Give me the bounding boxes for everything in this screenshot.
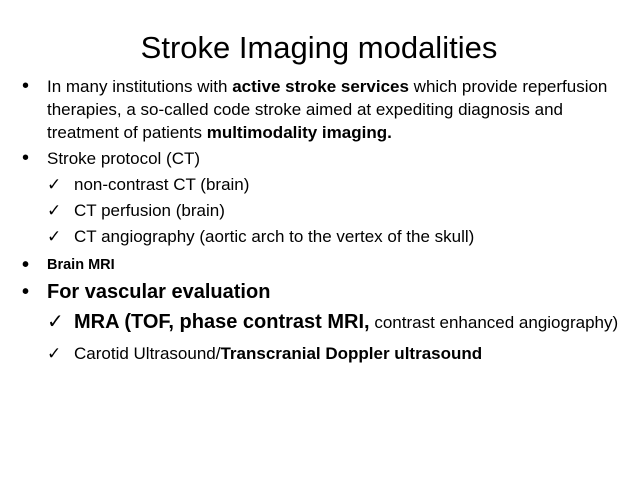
check-text: contrast enhanced angiography) — [369, 313, 619, 332]
check-item-noncontrast-ct — [20, 173, 620, 196]
bullet-text-bold: active stroke services — [232, 77, 409, 96]
bullet-text: For vascular evaluation — [47, 281, 271, 303]
slide-content — [20, 75, 620, 365]
check-item-ct-perfusion — [20, 199, 620, 222]
check-text-bold: MRA (TOF, phase contrast MRI, — [74, 311, 370, 333]
check-item-ct-angiography — [20, 225, 620, 248]
bullet-icon: • — [22, 75, 30, 97]
checkmark-icon: ✓ — [47, 175, 62, 194]
bullet-item-brain-mri — [20, 254, 620, 276]
check-item-carotid-ultrasound — [20, 342, 620, 365]
check-text-bold: Transcranial Doppler ultrasound — [220, 344, 483, 363]
check-text: non-contrast CT (brain) — [74, 175, 250, 194]
check-text: CT perfusion (brain) — [74, 201, 225, 220]
bullet-text: Brain MRI — [47, 257, 115, 273]
check-text: CT angiography (aortic arch to the vertex of the skull) — [74, 227, 475, 246]
checkmark-icon: ✓ — [47, 227, 62, 246]
checkmark-icon: ✓ — [47, 201, 62, 220]
bullet-text: In many institutions with — [47, 77, 233, 96]
bullet-text: which provide reperfusion therapies, a so-called code stroke aimed at expediting diagnosis and treatment of patients — [47, 77, 608, 142]
check-text: Carotid Ultrasound/ — [74, 344, 221, 363]
checkmark-icon: ✓ — [47, 344, 62, 363]
bullet-icon: • — [22, 254, 30, 276]
slide-title: Stroke Imaging modalities — [140, 30, 498, 65]
bullet-icon: • — [22, 281, 30, 303]
bullet-item-vascular-evaluation — [20, 279, 620, 306]
bullet-icon: • — [22, 147, 30, 169]
bullet-item-code-stroke — [20, 75, 620, 144]
bullet-item-stroke-protocol — [20, 147, 620, 170]
bullet-text: Stroke protocol (CT) — [47, 149, 201, 168]
checkmark-icon: ✓ — [47, 311, 64, 333]
bullet-text-bold: multimodality imaging. — [206, 123, 392, 142]
check-item-mra — [20, 309, 620, 336]
